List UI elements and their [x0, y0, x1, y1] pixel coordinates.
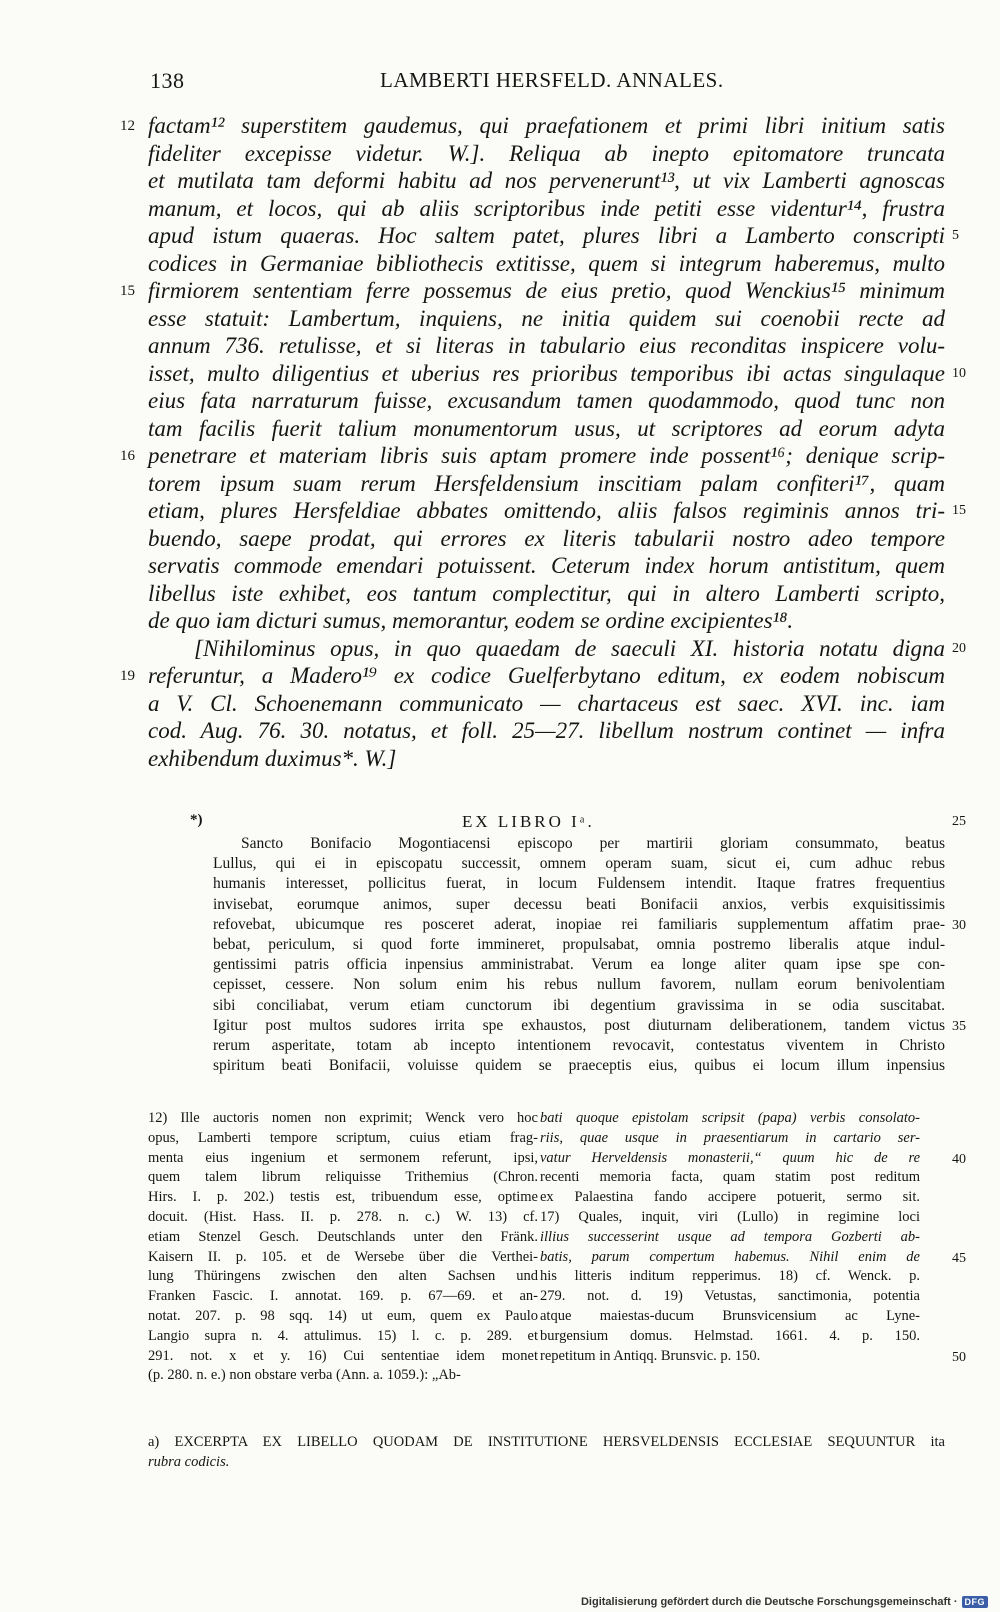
line-number: 50	[952, 1349, 966, 1365]
footnotes-right-column	[540, 1109, 920, 1366]
excerpt-line: sibi conciliabat, verum etiam cunctorum ibi degentium gravissima in se odia suscitabat.	[213, 996, 945, 1014]
text-line: penetrare et materiam libris suis aptam promere inde possent¹⁶; denique scrip-	[148, 443, 945, 468]
text-line: esse statuit: Lambertum, inquiens, ne initia quidem sui coenobii recte ad	[148, 305, 945, 331]
footnote-line: bati quoque epistolam scripsit (papa) verbis consolato-	[540, 1110, 920, 1126]
line-number: 5	[952, 228, 959, 243]
excerpt-line: refovebat, ubicumque res posceret aderat, inopiae rei familiaris supplementum affatim prae-	[213, 915, 945, 933]
text-line: fideliter excepisse videtur. W.]. Reliqua ab inepto epitomatore truncata	[148, 140, 945, 166]
footnote-line: atque maiestas-ducum Brunsvicensium ac Lyne-	[540, 1307, 920, 1324]
running-title: LAMBERTI HERSFELD. ANNALES.	[380, 68, 724, 92]
excerpt-heading: EX LIBRO Iᵃ.	[462, 812, 595, 831]
text-line: exhibendum duximus*. W.]	[148, 745, 397, 771]
apparatus-note-line: a) EXCERPTA EX LIBELLO QUODAM DE INSTITUTIONE HERSVELDENSIS ECCLESIAE SEQUUNTUR ita	[148, 1434, 945, 1450]
excerpt-line: humanis interesset, pollicitus fuerat, in locum Fuldensem intendit. Itaque fratres frequentius	[213, 875, 945, 893]
line-number: 25	[952, 814, 966, 829]
apparatus-note	[148, 1432, 945, 1472]
footnote-line: burgensium domus. Helmstad. 1661. 4. p. 150.	[540, 1327, 920, 1344]
text-line: etiam, plures Hersfeldiae abbates omittendo, aliis falsos regiminis annos tri-	[148, 498, 945, 523]
text-line: manum, et locos, qui ab aliis scriptoribus inde petiti esse videntur¹⁴, frustra	[148, 195, 945, 221]
footnote-line: 17) Quales, inquit, viri (Lullo) in regimine loci	[540, 1208, 920, 1225]
line-number: 19	[120, 668, 135, 684]
excerpt-heading-row	[0, 812, 1000, 834]
footnote-line: Kaisern II. p. 105. et de Wersebe über die Verthei-	[148, 1248, 538, 1265]
text-line: cod. Aug. 76. 30. notatus, et foll. 25—27. libellum nostrum continet — infra	[148, 718, 945, 743]
excerpt-line: rerum asperitate, totam ab incepto intentionem revocavit, contestatus viventem in Christo	[213, 1036, 945, 1054]
text-line: buendo, saepe prodat, qui errores ex literis tabularii nostro adeo tempore	[148, 525, 945, 551]
line-number: 20	[952, 640, 966, 656]
text-line: codices in Germaniae bibliothecis extitisse, quem si integrum haberemus, multo	[148, 250, 945, 276]
text-line: factam¹² superstitem gaudemus, qui praefationem et primi libri initium satis	[148, 113, 945, 138]
excerpt-line: Sancto Bonifacio Mogontiacensi episcopo per martirii gloriam consummato, beatus	[241, 835, 945, 852]
excerpt-line: cepisset, cessere. Non solum enim his rebus nullum favorem, nullam eorum benivolentiam	[213, 976, 945, 994]
text-line: apud istum quaeras. Hoc saltem patet, plures libri a Lamberto conscripti	[148, 223, 945, 248]
footnote-line: repetitum in Antiqq. Brunsvic. p. 150.	[540, 1347, 761, 1364]
footnote-line: his litteris inditum repperimus. 18) cf. Wenck. p.	[540, 1268, 920, 1285]
digitization-text: Digitalisierung gefördert durch die Deutsche Forschungsgemeinschaft ·	[580, 1596, 958, 1608]
line-number: 12	[120, 118, 135, 134]
dfg-logo: DFG	[962, 1596, 989, 1608]
footnote-line: Langio supra n. 4. attulimus. 15) l. c. p. 289. et	[148, 1327, 538, 1344]
footnote-line: 12) Ille auctoris nomen non exprimit; Wenck vero hoc	[148, 1110, 538, 1126]
footnote-line: notat. 207. p. 98 sqq. 14) ut eum, quem ex Paulo	[148, 1307, 538, 1324]
excerpt-line: Igitur post multos sudores irrita spe exhaustos, post diuturnam deliberationem, tandem victus	[213, 1016, 945, 1034]
digitization-credit	[581, 1596, 988, 1608]
footnote-line: batis, parum compertum habemus. Nihil enim de	[540, 1248, 920, 1265]
page-number: 138	[150, 68, 185, 93]
text-line: [Nihilominus opus, in quo quaedam de saeculi XI. historia notatu digna	[194, 635, 945, 661]
text-line: et mutilata tam deformi habitu ad nos pervenerunt¹³, ut vix Lamberti agnoscas	[148, 168, 945, 193]
text-line: servatis commode emendari potuissent. Ceterum index horum antistitum, quem	[148, 553, 945, 578]
text-line: libellus iste exhibet, eos tantum complectitur, qui in altero Lamberti scripto,	[148, 580, 945, 606]
text-line: torem ipsum suam rerum Hersfeldensium inscitiam palam confiteri¹⁷, quam	[148, 470, 945, 496]
footnote-line: Franken Fascic. I. annotat. 169. p. 67—69. et an-	[148, 1288, 538, 1305]
excerpt-line: gentissimi patris officia inpensius amministrabat. Verum ea longe aliter quam ipse spe con-	[213, 956, 945, 974]
text-line: tam facilis fuerit talium monumentorum usus, ut scriptores ad eorum adyta	[148, 415, 945, 441]
text-line: referuntur, a Madero¹⁹ ex codice Guelferbytano editum, ex eodem nobiscum	[148, 663, 945, 688]
line-number: 30	[952, 917, 966, 933]
footnote-line: quem talem librum reliquisse Trithemius (Chron.	[148, 1169, 538, 1186]
excerpt-line: bebat, periculum, si quod forte immineret, propulsabat, omnia postremo liberalis atque indul-	[213, 935, 945, 953]
excerpt-line: Lullus, qui ei in episcopatu successit, omnem operam suam, sicut ei, cum adhuc rebus	[213, 855, 945, 873]
line-number: 35	[952, 1018, 966, 1034]
excerpt-line: invisebat, eorumque animos, super decessu beati Bonifacii anxios, verbis exquisitissimis	[213, 895, 945, 913]
footnote-line: menta eius ingenium et sermonem referunt, ipsi,	[148, 1149, 538, 1166]
text-line: isset, multo diligentius et uberius res prioribus temporibus ibi actas singulaque	[148, 360, 945, 386]
footnote-marker: *)	[190, 812, 203, 828]
running-header	[0, 68, 1000, 98]
footnote-line: Hirs. I. p. 202.) testis est, tribuendum esse, optime	[148, 1189, 538, 1206]
text-line: de quo iam dicturi sumus, memorantur, eodem se ordine excipientes¹⁸.	[148, 608, 794, 633]
line-number: 15	[952, 503, 966, 518]
excerpt-text	[213, 834, 945, 1076]
text-line: eius fata narraturum fuisse, excusandum tamen quodammodo, quod tunc non	[148, 388, 945, 413]
apparatus-note-line: rubra codicis.	[148, 1454, 230, 1470]
footnote-line: riis, quae usque in praesentiarum in cartario ser-	[540, 1129, 920, 1146]
line-number: 15	[120, 283, 135, 299]
footnote-line: lung Thüringens zwischen den alten Sachsen und	[148, 1268, 538, 1285]
footnote-line: docuit. (Hist. Hass. II. p. 278. n. c.) W. 13) cf.	[148, 1208, 538, 1225]
text-line: a V. Cl. Schoenemann communicato — chartaceus est saec. XVI. inc. iam	[148, 690, 945, 716]
footnote-line: 279. not. d. 19) Vetustas, sanctimonia, potentia	[540, 1288, 920, 1305]
footnote-line: vatur Herveldensis monasterii,“ quum hic de re	[540, 1149, 920, 1166]
footnote-line: (p. 280. n. e.) non obstare verba (Ann. a. 1059.): „Ab-	[148, 1367, 461, 1384]
line-number: 40	[952, 1151, 966, 1167]
footnote-line: ex Palaestina fando accipere potuerit, sermo sit.	[540, 1189, 920, 1206]
main-text	[148, 112, 945, 772]
footnote-line: illius successerint usque ad tempora Gozberti ab-	[540, 1228, 920, 1245]
footnote-line: recenti memoria facta, quam statim post reditum	[540, 1169, 920, 1186]
footnotes-left-column	[148, 1109, 538, 1386]
footnote-line: etiam Stenzel Gesch. Deutschlands unter den Fränk.	[148, 1228, 538, 1245]
text-line: annum 736. retulisse, et si literas in tabulario eius reconditas inspicere volu-	[148, 333, 945, 358]
footnote-line: opus, Lamberti tempore scriptum, cuius etiam frag-	[148, 1129, 538, 1146]
text-line: firmiorem sententiam ferre possemus de eius pretio, quod Wenckius¹⁵ minimum	[148, 278, 945, 303]
excerpt-line: spiritum beati Bonifacii, voluisse quidem se praeceptis eius, quibus ei locum illum inpensius	[213, 1057, 945, 1075]
line-number: 10	[952, 365, 966, 381]
line-number: 45	[952, 1250, 966, 1266]
footnote-line: 291. not. x et y. 16) Cui sententiae idem monet	[148, 1347, 538, 1364]
line-number: 16	[120, 448, 135, 464]
